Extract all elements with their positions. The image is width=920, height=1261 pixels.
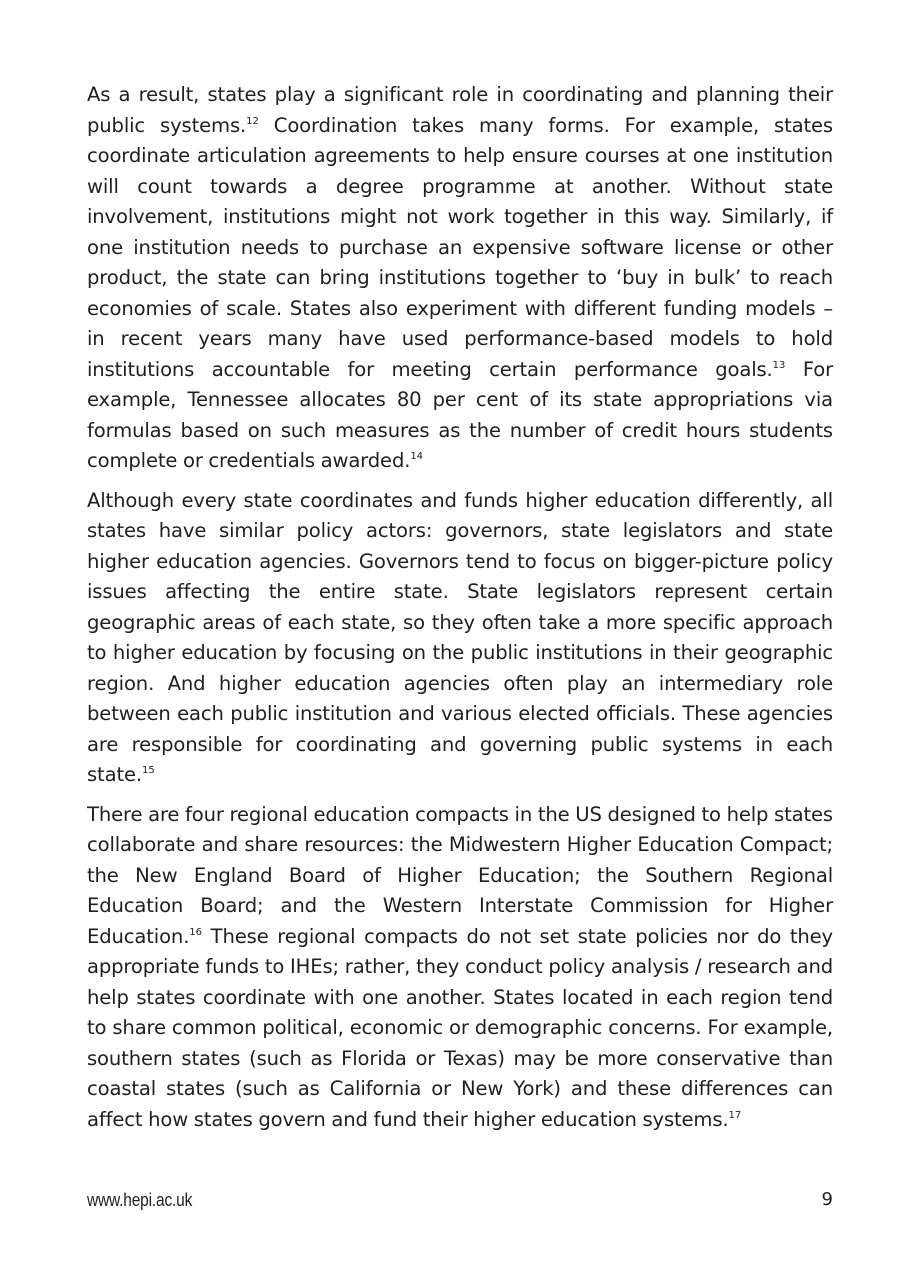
paragraph-text: There are four regional education compacts in the US designed to help states collaborate and share resources: the Midwestern Higher Education Compact; the New England Board of Higher Education; the Southern Regional Education Board; and the Western Interstate Commission for Higher Education.: [87, 802, 833, 948]
page-footer: [87, 1185, 833, 1215]
paragraph-text: Although every state coordinates and funds higher education differently, all states have similar policy actors: governors, state legislators and state higher education agencies. Governors tend to focus on bigger-picture policy issues affecting the entire state. State legislators represent certain geographic areas of each state, so they often take a more specific approach to higher education by focusing on the public institutions in their geographic region. And higher education agencies often play an intermediary role between each public institution and various elected officials. These agencies are responsible for coordinating and governing public systems in each state.: [87, 488, 833, 786]
paragraph-text: These regional compacts do not set state policies nor do they appropriate funds to IHEs; rather, they conduct policy analysis / research and help states coordinate with one another. States located in each region tend to share common political, economic or demographic concerns. For example, southern states (such as Florida or Texas) may be more conservative than coastal states (such as California or New York) and these differences can affect how states govern and fund their higher education systems.: [87, 924, 833, 1131]
page-number: 9: [821, 1189, 833, 1210]
paragraph-text: As a result, states play a significant role in coordinating and planning their public systems.: [87, 83, 833, 137]
paragraph-policy-actors: [87, 486, 833, 791]
footnote-ref-14[interactable]: 14: [410, 451, 424, 462]
paragraph-text: Coordination takes many forms. For example, states coordinate articulation agreements to help ensure courses at one institution will count towards a degree programme at another. Without state involvement, institutions might not work together in this way. Similarly, if one institution needs to purchase an expensive software license or other product, the state can bring institutions together to ‘buy in bulk’ to reach economies of scale. States also experiment with different funding models – in recent years many have used performance-based models to hold institutions accountable for meeting certain performance goals.: [87, 113, 833, 381]
paragraph-state-coordination: [87, 80, 833, 477]
paragraph-text: For example, Tennessee allocates 80 per cent of its state appropriations via formulas based on such measures as the number of credit hours students complete or credentials awarded.: [87, 357, 834, 472]
footnote-ref-15[interactable]: 15: [141, 765, 155, 776]
footnote-ref-17[interactable]: 17: [728, 1109, 742, 1121]
footer-website-link[interactable]: www.hepi.ac.uk: [87, 1190, 193, 1210]
footnote-ref-16[interactable]: 16: [189, 926, 203, 938]
footnote-ref-12[interactable]: 12: [246, 115, 259, 127]
paragraph-regional-compacts: [87, 800, 833, 1136]
document-page: [87, 80, 833, 1144]
footnote-ref-13[interactable]: 13: [772, 359, 786, 371]
